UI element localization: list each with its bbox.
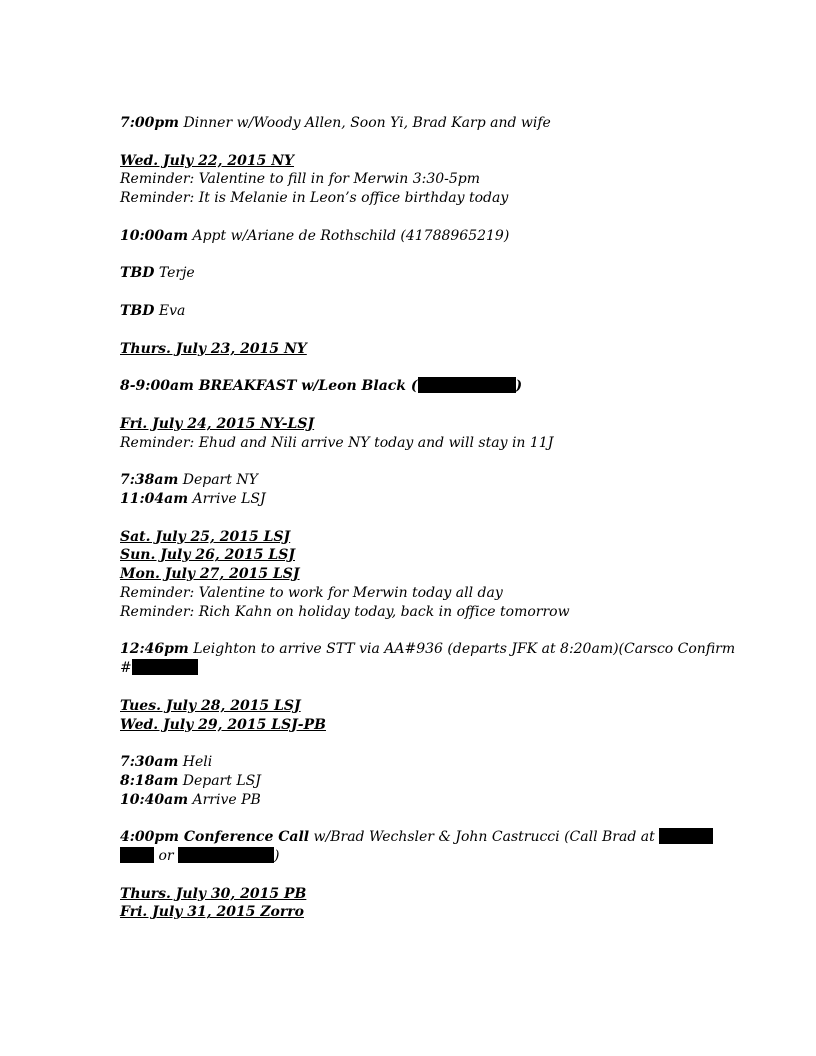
date-heading-jul31: Fri. July 31, 2015 Zorro bbox=[120, 904, 304, 921]
date-heading-jul26: Sun. July 26, 2015 LSJ bbox=[120, 547, 295, 564]
date-heading-jul25: Sat. July 25, 2015 LSJ bbox=[120, 528, 291, 545]
date-heading-jul23: Thurs. July 23, 2015 NY bbox=[120, 340, 307, 357]
entry-breakfast bbox=[120, 377, 720, 396]
entry-time: 8:18am bbox=[120, 772, 179, 789]
entry-time: 10:40am bbox=[120, 791, 189, 808]
entry-text: w/Brad Wechsler & John Castrucci (Call Brad at bbox=[309, 829, 660, 846]
reminder: Reminder: It is Melanie in Leon’s office birthday today bbox=[120, 190, 509, 207]
entry-text: Arrive LSJ bbox=[188, 490, 266, 507]
entry-time: 10:00am bbox=[120, 227, 189, 244]
entry-time: 11:04am bbox=[120, 490, 189, 507]
date-heading-jul22: Wed. July 22, 2015 NY bbox=[120, 152, 295, 169]
entry-leighton bbox=[120, 640, 736, 659]
entry-text: Depart LSJ bbox=[178, 772, 261, 789]
entry-terje bbox=[120, 264, 720, 283]
entry-heli bbox=[120, 753, 720, 772]
redaction-box bbox=[132, 659, 198, 675]
entry-appt bbox=[120, 227, 720, 246]
entry-text: Arrive PB bbox=[188, 791, 261, 808]
date-heading-jul24: Fri. July 24, 2015 NY-LSJ bbox=[120, 415, 315, 432]
entry-text: Dinner w/Woody Allen, Soon Yi, Brad Karp and wife bbox=[179, 115, 551, 131]
entry-conference-call bbox=[120, 828, 720, 847]
entry-dinner bbox=[120, 114, 720, 133]
redaction-box bbox=[659, 828, 713, 844]
entry-time: 7:38am bbox=[120, 472, 179, 489]
entry-time: 4:00pm Conference Call bbox=[120, 829, 310, 846]
entry-text: ) bbox=[515, 378, 523, 395]
entry-leighton-cont bbox=[120, 659, 720, 678]
date-heading-jul27: Mon. July 27, 2015 LSJ bbox=[120, 566, 300, 583]
entry-text: 8-9:00am BREAKFAST w/Leon Black ( bbox=[120, 378, 418, 395]
reminder: Reminder: Rich Kahn on holiday today, back in office tomorrow bbox=[120, 603, 570, 620]
entry-text: Leighton to arrive STT via AA#936 (departs JFK at 8:20am)(Carsco Confirm bbox=[188, 641, 736, 658]
entry-time: 7:30am bbox=[120, 754, 179, 771]
entry-depart bbox=[120, 772, 720, 791]
entry-time: TBD bbox=[120, 302, 155, 319]
entry-arrive bbox=[120, 791, 720, 810]
entry-depart bbox=[120, 471, 720, 490]
reminder: Reminder: Valentine to fill in for Merwin 3:30-5pm bbox=[120, 171, 481, 188]
entry-text: Eva bbox=[154, 302, 186, 319]
date-heading-jul28: Tues. July 28, 2015 LSJ bbox=[120, 697, 301, 714]
reminder: Reminder: Valentine to work for Merwin today all day bbox=[120, 584, 503, 601]
entry-text: # bbox=[120, 660, 132, 677]
date-heading-jul29: Wed. July 29, 2015 LSJ-PB bbox=[120, 716, 326, 733]
date-heading-jul30: Thurs. July 30, 2015 PB bbox=[120, 885, 307, 902]
entry-text: Heli bbox=[178, 754, 213, 771]
redaction-box bbox=[418, 377, 516, 393]
entry-text: Depart NY bbox=[178, 472, 258, 489]
entry-text: or bbox=[154, 848, 179, 865]
entry-eva bbox=[120, 302, 720, 321]
entry-text: ) bbox=[274, 848, 280, 865]
entry-text: Terje bbox=[154, 265, 195, 282]
entry-arrive bbox=[120, 490, 720, 509]
reminder: Reminder: Ehud and Nili arrive NY today and will stay in 11J bbox=[120, 434, 554, 451]
redaction-box bbox=[178, 847, 274, 863]
entry-time: TBD bbox=[120, 265, 155, 282]
entry-conference-call-cont bbox=[120, 847, 720, 866]
calendar-page bbox=[120, 114, 736, 922]
entry-time: 12:46pm bbox=[120, 641, 189, 658]
redaction-box bbox=[120, 847, 154, 863]
entry-time: 7:00pm bbox=[120, 115, 179, 131]
entry-text: Appt w/Ariane de Rothschild (41788965219) bbox=[188, 227, 510, 244]
